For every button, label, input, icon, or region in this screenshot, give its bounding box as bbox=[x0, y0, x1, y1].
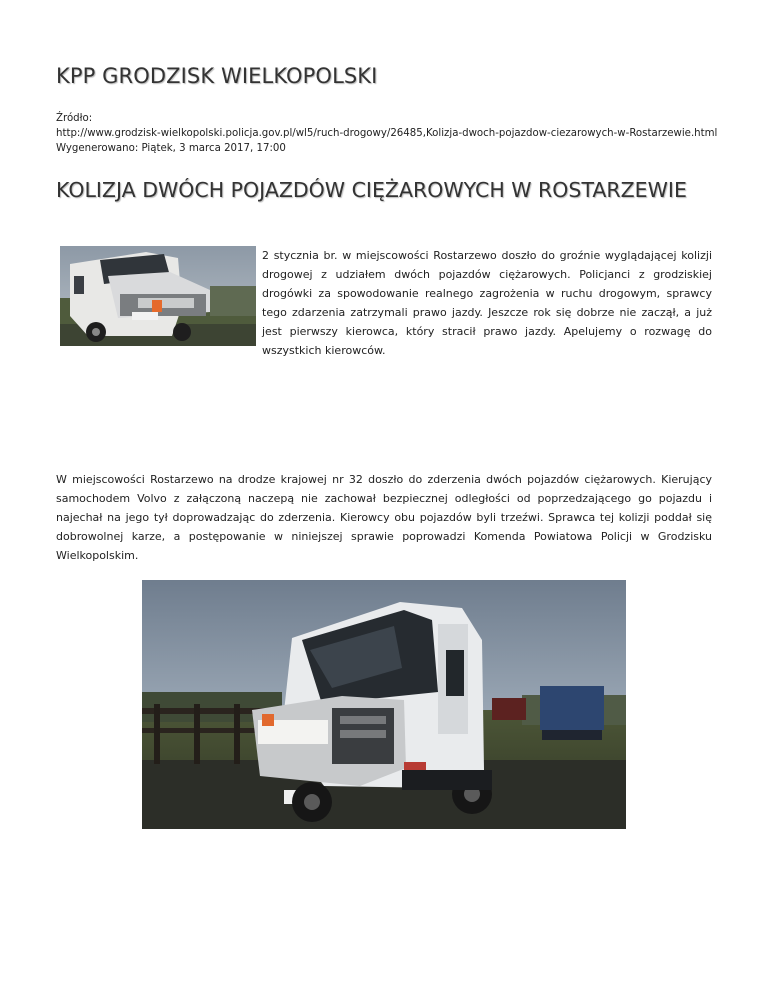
source-meta bbox=[56, 111, 720, 156]
article-lead bbox=[56, 246, 712, 360]
article-body: W miejscowości Rostarzewo na drodze krajowej nr 32 doszło do zderzenia dwóch pojazdów ciężarowych. Kierujący samochodem Volvo z załączoną naczepą nie zachował bezpiecznej odległości od poprzedzającego go pojazdu i najechał na jego tył doprowadzając do zderzenia. Kierowcy obu pojazdów byli trzeźwi. Sprawca tej kolizji poddał się dobrowolnej karze, a postępowanie w niniejszej sprawie poprowadzi Komenda Powiatowa Policji w Grodzisku Wielkopolskim. bbox=[56, 473, 712, 562]
crash-thumbnail-photo bbox=[60, 246, 256, 346]
article-lead-text: 2 stycznia br. w miejscowości Rostarzewo doszło do groźnie wyglądającej kolizji drogowej z udziałem dwóch pojazdów ciężarowych. Policjanci z grodziskiej drogówki za spowodowanie realnego zagrożenia w ruchu drogowym, sprawcy tego zdarzenia zatrzymali prawo jazdy. Jeszcze rok się dobrze nie zaczął, a już jest pierwszy kierowca, który stracił prawo jazdy. Apelujemy o rozwagę do wszystkich kierowców. bbox=[262, 249, 712, 357]
generated-date: Wygenerowano: Piątek, 3 marca 2017, 17:00 bbox=[56, 143, 286, 154]
source-url-link[interactable]: http://www.grodzisk-wielkopolski.policja.gov.pl/wl5/ruch-drogowy/26485,Kolizja-dwoch-pojazdow-ciezarowych-w-Rostarzewie.html bbox=[56, 128, 718, 139]
source-label: Źródło: bbox=[56, 113, 93, 124]
crash-main-photo bbox=[142, 580, 626, 829]
article-title: KOLIZJA DWÓCH POJAZDÓW CIĘŻAROWYCH W ROSTARZEWIE bbox=[56, 178, 687, 202]
site-title: KPP GRODZISK WIELKOPOLSKI bbox=[56, 64, 378, 88]
